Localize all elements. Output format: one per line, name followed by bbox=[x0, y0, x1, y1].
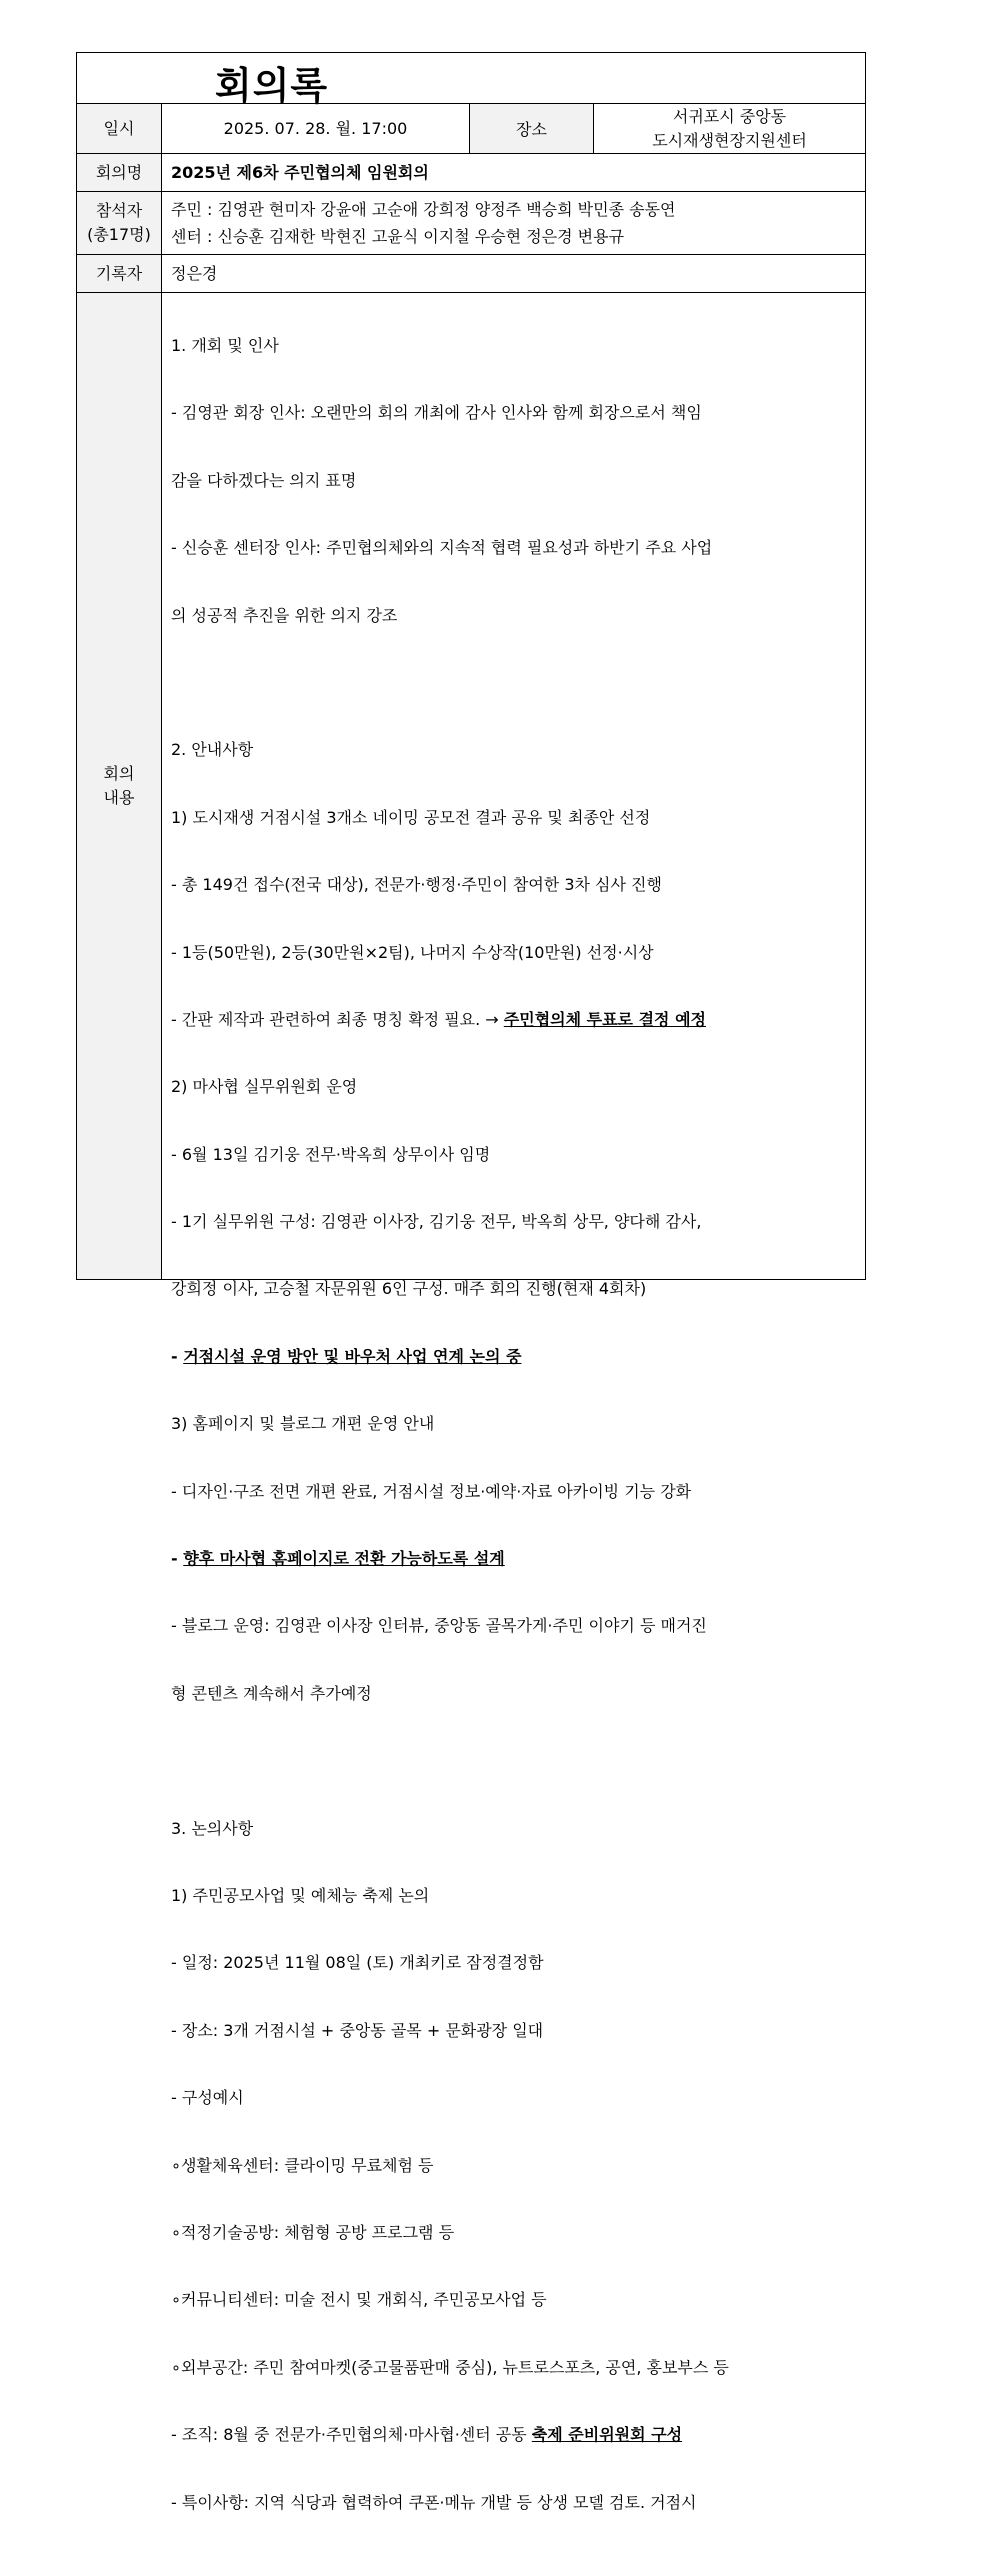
content-line: - 6월 13일 김기웅 전무·박옥희 상무이사 임명 bbox=[171, 1144, 491, 1164]
content-line: 의 성공적 추진을 위한 의지 강조 bbox=[171, 605, 398, 625]
content-line bbox=[171, 1544, 856, 1573]
attendees-value bbox=[162, 192, 865, 254]
meeting-name-row bbox=[77, 154, 865, 192]
blank-line bbox=[171, 668, 856, 697]
content-line bbox=[171, 1005, 856, 1034]
content-line: ∘외부공간: 주민 참여마켓(중고물품판매 중심), 뉴트로스포츠, 공연, 홍보부스 등 bbox=[171, 2357, 729, 2377]
content-line: - 일정: 2025년 11월 08일 (토) 개최키로 잠정결정함 bbox=[171, 1953, 544, 1973]
page-title: 회의록 bbox=[215, 64, 329, 108]
content-line: 강희정 이사, 고승철 자문위원 6인 구성. 매주 회의 진행(현재 4회차) bbox=[171, 1279, 647, 1299]
content-line: - 김영관 회장 인사: 오랜만의 회의 개최에 감사 인사와 함께 회장으로서 책임 bbox=[171, 403, 702, 423]
section-heading: 3. 논의사항 bbox=[171, 1818, 254, 1838]
emphasis-text: 주민협의체 투표로 결정 예정 bbox=[503, 1009, 706, 1029]
content-line: ∘생활체육센터: 클라이밍 무료체험 등 bbox=[171, 2155, 434, 2175]
attendees-residents: 주민 : 김영관 현미자 강윤애 고순애 강희정 양정주 백승희 박민종 송동연 bbox=[171, 200, 676, 219]
content-line: 형 콘텐츠 계속해서 추가예정 bbox=[171, 1683, 372, 1703]
content-line: - 구성예시 bbox=[171, 2088, 244, 2108]
recorder-label: 기록자 bbox=[77, 255, 162, 292]
emphasis-text: 향후 마사협 홈페이지로 전환 가능하도록 설계 bbox=[183, 1549, 505, 1569]
attendees-label-line-2: (총17명) bbox=[87, 225, 151, 244]
place-line-2: 도시재생현장지원센터 bbox=[652, 130, 807, 150]
date-label: 일시 bbox=[77, 104, 162, 153]
content-label-line-2: 내용 bbox=[103, 788, 135, 807]
content-line: 감을 다하겠다는 의지 표명 bbox=[171, 470, 357, 490]
content-line: - 1기 실무위원 구성: 김영관 이사장, 김기웅 전무, 박옥희 상무, 양다해 감사, bbox=[171, 1212, 702, 1232]
content-line: - 1등(50만원), 2등(30만원×2팀), 나머지 수상작(10만원) 선정·시상 bbox=[171, 942, 654, 962]
emphasis-text: 축제 준비위원회 구성 bbox=[531, 2425, 683, 2445]
content-row bbox=[77, 293, 865, 2512]
content-label-line-1: 회의 bbox=[103, 764, 135, 783]
place-label: 장소 bbox=[470, 104, 594, 153]
content-line: - 디자인·구조 전면 개편 완료, 거점시설 정보·예약·자료 아카이빙 기능 강화 bbox=[171, 1481, 692, 1501]
attendees-label bbox=[77, 192, 162, 254]
meeting-name-value: 2025년 제6차 주민협의체 임원회의 bbox=[171, 163, 429, 182]
subsection-heading: 3) 홈페이지 및 블로그 개편 운영 안내 bbox=[171, 1414, 435, 1434]
content-line bbox=[171, 1342, 856, 1371]
subsection-heading: 2) 마사협 실무위원회 운영 bbox=[171, 1077, 358, 1097]
recorder-row bbox=[77, 255, 865, 293]
subsection-heading: 1) 도시재생 거점시설 3개소 네이밍 공모전 결과 공유 및 최종안 선정 bbox=[171, 807, 651, 827]
content-line: - 장소: 3개 거점시설 + 중앙동 골목 + 문화광장 일대 bbox=[171, 2020, 544, 2040]
meeting-minutes-form bbox=[76, 52, 866, 2512]
blank-line bbox=[171, 1746, 856, 1775]
content-line: - 특이사항: 지역 식당과 협력하여 쿠폰·메뉴 개발 등 상생 모델 검토. 거점시 bbox=[171, 2492, 697, 2512]
content-line bbox=[171, 2420, 856, 2449]
section-heading: 1. 개회 및 인사 bbox=[171, 336, 279, 355]
date-value: 2025. 07. 28. 월. 17:00 bbox=[162, 104, 470, 153]
content-line: ∘커뮤니티센터: 미술 전시 및 개회식, 주민공모사업 등 bbox=[171, 2290, 547, 2310]
content-line: - 블로그 운영: 김영관 이사장 인터뷰, 중앙동 골목가게·주민 이야기 등 매거진 bbox=[171, 1616, 707, 1636]
content-text: - 조직: 8월 중 전문가·주민협의체·마사협·센터 공동 bbox=[171, 2425, 532, 2445]
attendees-center: 센터 : 신승훈 김재한 박현진 고윤식 이지철 우승현 정은경 변용규 bbox=[171, 227, 625, 246]
meeting-name-label: 회의명 bbox=[77, 154, 162, 191]
attendees-label-line-1: 참석자 bbox=[95, 201, 143, 220]
content-label bbox=[77, 293, 162, 1279]
content-text: - bbox=[171, 1549, 184, 1569]
content-line: - 신승훈 센터장 인사: 주민협의체와의 지속적 협력 필요성과 하반기 주요 사업 bbox=[171, 538, 713, 558]
place-value bbox=[594, 104, 865, 153]
content-text: - bbox=[171, 1346, 184, 1366]
attendees-row bbox=[77, 192, 865, 255]
title-row bbox=[77, 53, 865, 108]
content-text: - 간판 제작과 관련하여 최종 명칭 확정 필요. → bbox=[171, 1009, 504, 1029]
emphasis-text: 거점시설 운영 방안 및 바우처 사업 연계 논의 중 bbox=[183, 1346, 522, 1366]
place-line-1: 서귀포시 중앙동 bbox=[672, 106, 787, 126]
date-place-row bbox=[77, 104, 865, 154]
content-line: - 총 149건 접수(전국 대상), 전문가·행정·주민이 참여한 3차 심사 진행 bbox=[171, 875, 662, 895]
content-line: ∘적정기술공방: 체험형 공방 프로그램 등 bbox=[171, 2222, 455, 2242]
meeting-content bbox=[162, 293, 865, 2512]
recorder-value: 정은경 bbox=[171, 264, 218, 283]
section-heading: 2. 안내사항 bbox=[171, 740, 254, 760]
subsection-heading: 1) 주민공모사업 및 예체능 축제 논의 bbox=[171, 1885, 430, 1905]
